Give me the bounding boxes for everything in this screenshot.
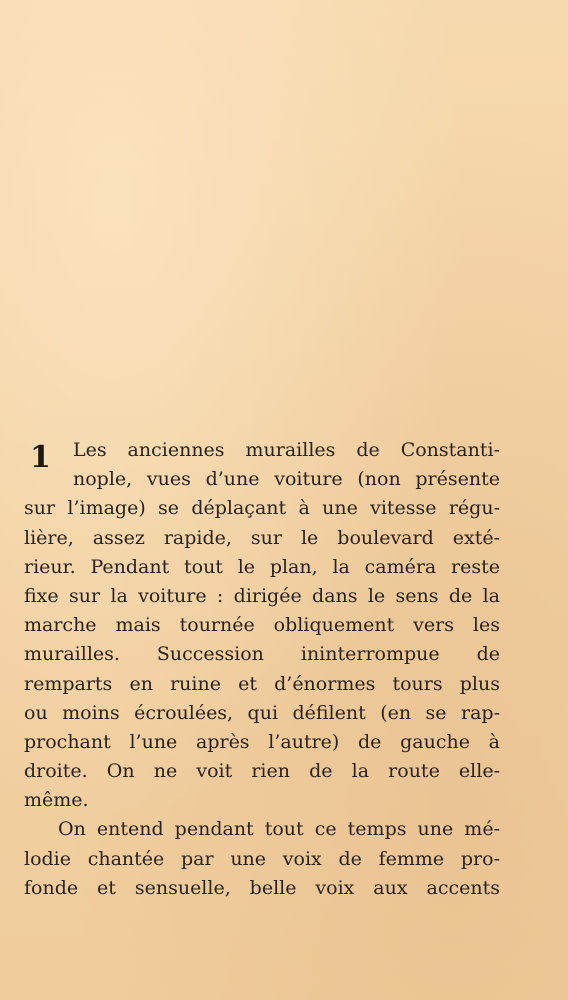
text-line: droite. On ne voit rien de la route elle-: [24, 760, 500, 783]
text-line: marche mais tournée obliquement vers les: [24, 614, 500, 637]
text-line: ou moins écroulées, qui défilent (en se rap-: [24, 701, 500, 724]
text-line: remparts en ruine et d’énormes tours plus: [24, 672, 500, 695]
page-text: [24, 436, 500, 903]
text-line: Les anciennes murailles de Constanti-: [73, 439, 500, 461]
text-line: fixe sur la voiture : dirigée dans le sens de la: [24, 584, 500, 607]
text-line: lière, assez rapide, sur le boulevard exté-: [24, 526, 500, 549]
text-line: sur l’image) se déplaçant à une vitesse régu-: [24, 497, 500, 520]
text-line: lodie chantée par une voix de femme pro-: [24, 847, 500, 870]
text-line: murailles. Succession ininterrompue de: [24, 643, 500, 666]
text-line: On entend pendant tout ce temps une mé-: [58, 818, 500, 841]
text-line: nople, vues d’une voiture (non présente: [73, 468, 500, 491]
text-line: même.: [24, 789, 89, 812]
text-line: prochant l’une après l’autre) de gauche à: [24, 730, 500, 753]
chapter-number: 1: [30, 440, 51, 475]
text-line: fonde et sensuelle, belle voix aux accents: [24, 876, 500, 899]
text-line: rieur. Pendant tout le plan, la caméra reste: [24, 555, 500, 578]
